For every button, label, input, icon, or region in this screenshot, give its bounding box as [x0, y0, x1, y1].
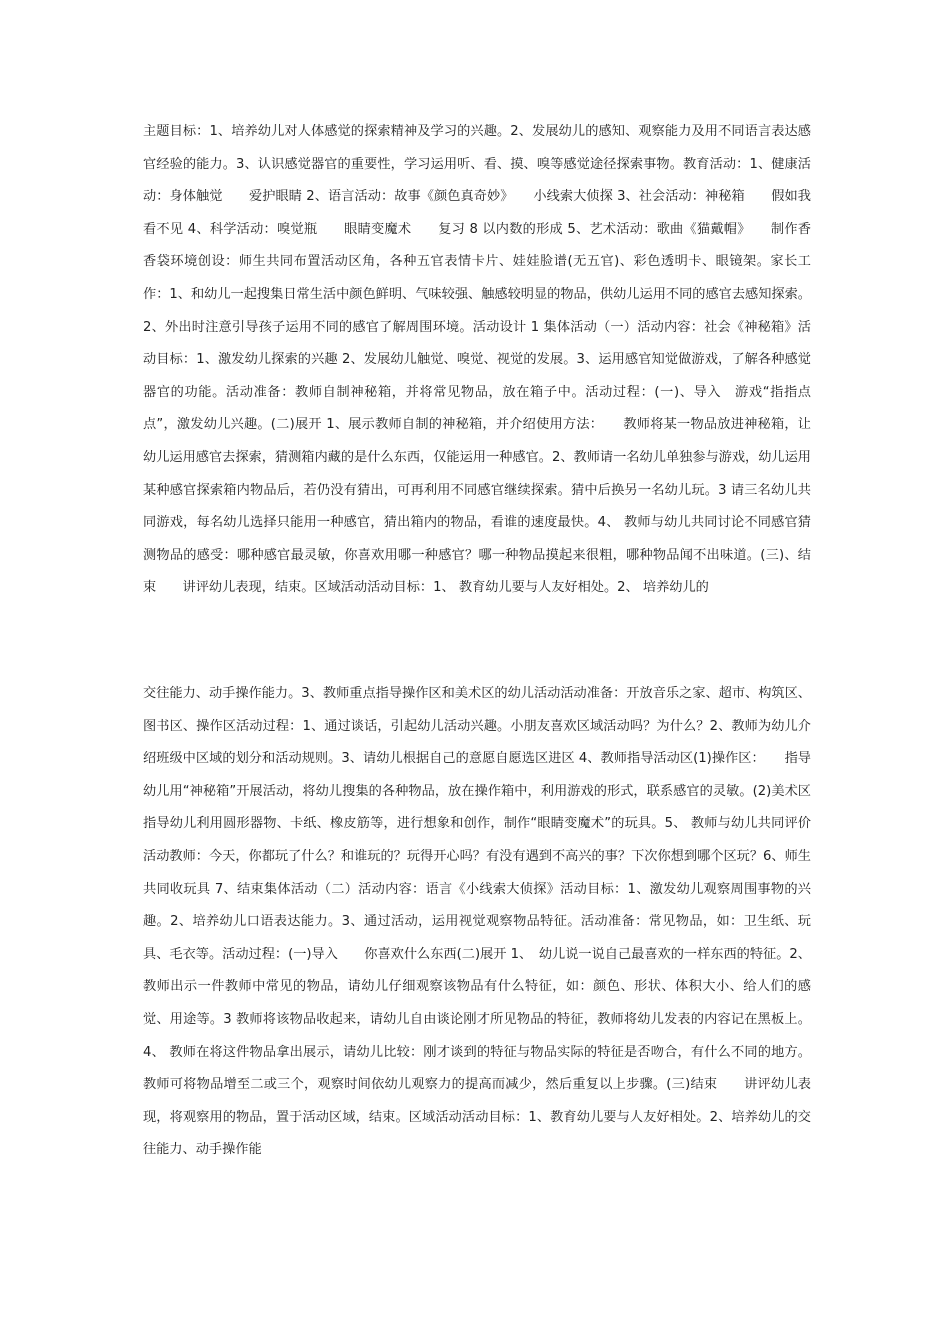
body-paragraph-1: 主题目标：1、培养幼儿对人体感觉的探索精神及学习的兴趣。2、发展幼儿的感知、观察能力及用不同语言表达感官经验的能力。3、认识感觉器官的重要性，学习运用听、看、摸、嗅等感觉途径探索事物。教育活动：1、健康活动：身体触觉 爱护眼睛 2、语言活动：故事《颜色真奇妙》 小线索大侦探 3、社会活动：神秘箱 假如我看不见 4、科学活动：嗅觉瓶 眼睛变魔术 复习 8 以内数的形成 5、艺术活动：歌曲《猫戴帽》 制作香香袋环境创设：师生共同布置活动区角，各种五官表情卡片、娃娃脸谱(无五官)、彩色透明卡、眼镜架。家长工作：1、和幼儿一起搜集日常生活中颜色鲜明、气味较强、触感较明显的物品，供幼儿运用不同的感官去感知探索。2、外出时注意引导孩子运用不同的感官了解周围环境。活动设计 1 集体活动（一）活动内容：社会《神秘箱》活动目标：1、激发幼儿探索的兴趣 2、发展幼儿触觉、嗅觉、视觉的发展。3、运用感官知觉做游戏，了解各种感觉器官的功能。活动准备：教师自制神秘箱，并将常见物品，放在箱子中。活动过程：(一)、导入 游戏“指指点点”，激发幼儿兴趣。(二)展开 1、展示教师自制的神秘箱，并介绍使用方法： 教师将某一物品放进神秘箱，让幼儿运用感官去探索，猜测箱内藏的是什么东西，仅能运用一种感官。2、教师请一名幼儿单独参与游戏，幼儿运用某种感官探索箱内物品后，若仍没有猜出，可再利用不同感官继续探索。猜中后换另一名幼儿玩。3 请三名幼儿共同游戏，每名幼儿选择只能用一种感官，猜出箱内的物品，看谁的速度最快。4、 教师与幼儿共同讨论不同感官猜测物品的感受：哪种感官最灵敏，你喜欢用哪一种感官？哪一种物品摸起来很粗，哪种物品闻不出味道。(三)、结束 讲评幼儿表现，结束。区域活动活动目标：1、 教育幼儿要与人友好相处。2、 培养幼儿的 — [143, 124, 811, 596]
body-paragraph-2: 交往能力、动手操作能力。3、教师重点指导操作区和美术区的幼儿活动活动准备：开放音乐之家、超市、构筑区、图书区、操作区活动过程：1、通过谈话，引起幼儿活动兴趣。小朋友喜欢区域活动吗？为什么？2、教师为幼儿介绍班级中区域的划分和活动规则。3、请幼儿根据自己的意愿自愿选区进区 4、教师指导活动区(1)操作区： 指导幼儿用“神秘箱”开展活动，将幼儿搜集的各种物品，放在操作箱中，利用游戏的形式，联系感官的灵敏。(2)美术区 指导幼儿利用圆形器物、卡纸、橡皮筋等，进行想象和创作，制作“眼睛变魔术”的玩具。5、 教师与幼儿共同评价活动教师：今天，你都玩了什么？和谁玩的？玩得开心吗？有没有遇到不高兴的事？下次你想到哪个区玩？6、师生共同收玩具 7、结束集体活动（二）活动内容：语言《小线索大侦探》活动目标：1、激发幼儿观察周围事物的兴趣。2、培养幼儿口语表达能力。3、通过活动，运用视觉观察物品特征。活动准备：常见物品，如：卫生纸、玩具、毛衣等。活动过程：(一)导入 你喜欢什么东西(二)展开 1、 幼儿说一说自己最喜欢的一样东西的特征。2、教师出示一件教师中常见的物品，请幼儿仔细观察该物品有什么特征，如：颜色、形状、体积大小、给人们的感觉、用途等。3 教师将该物品收起来，请幼儿自由谈论刚才所见物品的特征，教师将幼儿发表的内容记在黑板上。4、 教师在将这件物品拿出展示，请幼儿比较：刚才谈到的特征与物品实际的特征是否吻合，有什么不同的地方。教师可将物品增至二或三个，观察时间依幼儿观察力的提高而减少，然后重复以上步骤。(三)结束 讲评幼儿表现，将观察用的物品，置于活动区域，结束。区域活动活动目标：1、教育幼儿要与人友好相处。2、培养幼儿的交往能力、动手操作能 — [143, 686, 838, 1158]
